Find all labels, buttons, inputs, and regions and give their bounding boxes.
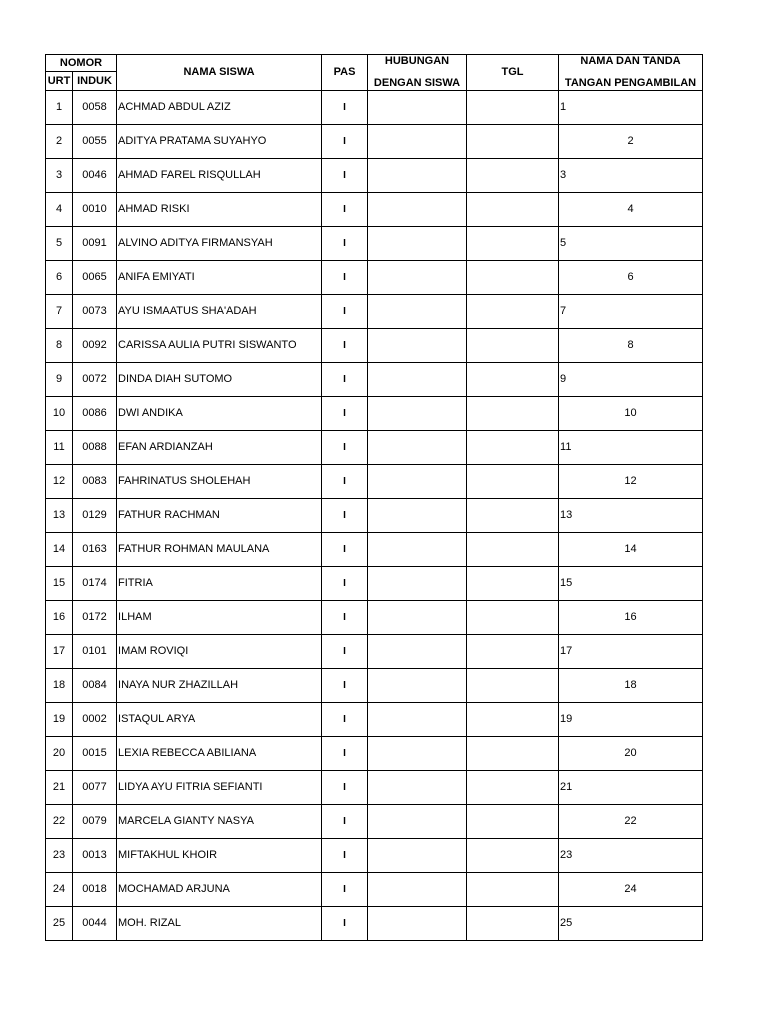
row-nama-siswa: FAHRINATUS SHOLEHAH: [117, 465, 322, 499]
row-signature-number: 16: [559, 601, 703, 635]
row-nama-siswa: INAYA NUR ZHAZILLAH: [117, 669, 322, 703]
row-tgl: [467, 465, 559, 499]
row-hubungan: [368, 567, 467, 601]
table-row: [46, 91, 703, 125]
row-nama-siswa: MIFTAKHUL KHOIR: [117, 839, 322, 873]
row-hubungan: [368, 601, 467, 635]
row-signature-number: 25: [559, 907, 703, 941]
row-signature-number: 17: [559, 635, 703, 669]
row-induk: 0086: [73, 397, 117, 431]
table-row: [46, 805, 703, 839]
row-tgl: [467, 567, 559, 601]
row-hubungan: [368, 873, 467, 907]
header-urt: URT: [46, 72, 73, 91]
row-signature-number: 12: [559, 465, 703, 499]
table-row: [46, 397, 703, 431]
header-ttd-line2: TANGAN PENGAMBILAN: [559, 72, 703, 91]
table-row: [46, 431, 703, 465]
row-urt: 11: [46, 431, 73, 465]
row-tgl: [467, 839, 559, 873]
row-urt: 6: [46, 261, 73, 295]
row-nama-siswa: LIDYA AYU FITRIA SEFIANTI: [117, 771, 322, 805]
row-hubungan: [368, 91, 467, 125]
row-nama-siswa: ISTAQUL ARYA: [117, 703, 322, 737]
row-urt: 2: [46, 125, 73, 159]
row-tgl: [467, 397, 559, 431]
row-induk: 0129: [73, 499, 117, 533]
row-induk: 0084: [73, 669, 117, 703]
row-signature-number: 23: [559, 839, 703, 873]
table-row: [46, 601, 703, 635]
row-nama-siswa: AYU ISMAATUS SHA'ADAH: [117, 295, 322, 329]
row-induk: 0079: [73, 805, 117, 839]
row-tgl: [467, 125, 559, 159]
table-row: [46, 261, 703, 295]
row-hubungan: [368, 499, 467, 533]
row-pas: I: [322, 771, 368, 805]
table-row: [46, 567, 703, 601]
table-row: [46, 669, 703, 703]
row-signature-number: 24: [559, 873, 703, 907]
row-urt: 24: [46, 873, 73, 907]
row-hubungan: [368, 635, 467, 669]
table-row: [46, 465, 703, 499]
table-row: [46, 771, 703, 805]
row-tgl: [467, 227, 559, 261]
row-pas: I: [322, 499, 368, 533]
row-pas: I: [322, 839, 368, 873]
row-pas: I: [322, 193, 368, 227]
row-signature-number: 19: [559, 703, 703, 737]
row-pas: I: [322, 363, 368, 397]
table-row: [46, 737, 703, 771]
row-urt: 23: [46, 839, 73, 873]
row-nama-siswa: ANIFA EMIYATI: [117, 261, 322, 295]
table-row: [46, 295, 703, 329]
row-nama-siswa: AHMAD RISKI: [117, 193, 322, 227]
row-induk: 0013: [73, 839, 117, 873]
row-pas: I: [322, 533, 368, 567]
table-row: [46, 533, 703, 567]
header-nomor: NOMOR: [46, 55, 117, 72]
row-signature-number: 14: [559, 533, 703, 567]
row-induk: 0077: [73, 771, 117, 805]
row-nama-siswa: MOCHAMAD ARJUNA: [117, 873, 322, 907]
row-hubungan: [368, 363, 467, 397]
row-induk: 0163: [73, 533, 117, 567]
row-tgl: [467, 295, 559, 329]
row-nama-siswa: AHMAD FAREL RISQULLAH: [117, 159, 322, 193]
row-nama-siswa: CARISSA AULIA PUTRI SISWANTO: [117, 329, 322, 363]
table-row: [46, 839, 703, 873]
row-induk: 0002: [73, 703, 117, 737]
table-row: [46, 125, 703, 159]
row-signature-number: 13: [559, 499, 703, 533]
row-induk: 0010: [73, 193, 117, 227]
row-pas: I: [322, 295, 368, 329]
row-hubungan: [368, 703, 467, 737]
row-tgl: [467, 499, 559, 533]
row-urt: 10: [46, 397, 73, 431]
row-signature-number: 1: [559, 91, 703, 125]
row-induk: 0058: [73, 91, 117, 125]
row-pas: I: [322, 125, 368, 159]
table-row: [46, 907, 703, 941]
row-tgl: [467, 669, 559, 703]
row-hubungan: [368, 465, 467, 499]
row-pas: I: [322, 397, 368, 431]
row-tgl: [467, 261, 559, 295]
row-urt: 5: [46, 227, 73, 261]
row-induk: 0044: [73, 907, 117, 941]
row-pas: I: [322, 669, 368, 703]
row-pas: I: [322, 907, 368, 941]
row-signature-number: 15: [559, 567, 703, 601]
row-hubungan: [368, 771, 467, 805]
row-urt: 19: [46, 703, 73, 737]
row-hubungan: [368, 805, 467, 839]
row-signature-number: 5: [559, 227, 703, 261]
header-tgl: TGL: [467, 55, 559, 91]
row-pas: I: [322, 159, 368, 193]
row-signature-number: 8: [559, 329, 703, 363]
row-nama-siswa: ACHMAD ABDUL AZIZ: [117, 91, 322, 125]
row-induk: 0091: [73, 227, 117, 261]
row-tgl: [467, 635, 559, 669]
table-header: [46, 55, 703, 91]
row-pas: I: [322, 465, 368, 499]
row-induk: 0055: [73, 125, 117, 159]
row-nama-siswa: DINDA DIAH SUTOMO: [117, 363, 322, 397]
row-hubungan: [368, 839, 467, 873]
table-row: [46, 635, 703, 669]
table-row: [46, 703, 703, 737]
header-row-top: [46, 55, 703, 72]
row-signature-number: 22: [559, 805, 703, 839]
row-induk: 0101: [73, 635, 117, 669]
row-urt: 21: [46, 771, 73, 805]
row-tgl: [467, 873, 559, 907]
row-induk: 0174: [73, 567, 117, 601]
row-urt: 8: [46, 329, 73, 363]
row-nama-siswa: EFAN ARDIANZAH: [117, 431, 322, 465]
row-tgl: [467, 533, 559, 567]
table-row: [46, 159, 703, 193]
row-signature-number: 11: [559, 431, 703, 465]
row-pas: I: [322, 261, 368, 295]
row-hubungan: [368, 227, 467, 261]
row-urt: 7: [46, 295, 73, 329]
row-nama-siswa: LEXIA REBECCA ABILIANA: [117, 737, 322, 771]
pickup-register-table: [45, 54, 703, 941]
row-pas: I: [322, 805, 368, 839]
row-hubungan: [368, 737, 467, 771]
row-signature-number: 3: [559, 159, 703, 193]
row-tgl: [467, 601, 559, 635]
row-tgl: [467, 159, 559, 193]
row-induk: 0072: [73, 363, 117, 397]
row-hubungan: [368, 193, 467, 227]
row-urt: 9: [46, 363, 73, 397]
row-pas: I: [322, 635, 368, 669]
table-row: [46, 363, 703, 397]
row-hubungan: [368, 159, 467, 193]
row-urt: 1: [46, 91, 73, 125]
row-pas: I: [322, 601, 368, 635]
row-signature-number: 9: [559, 363, 703, 397]
row-signature-number: 6: [559, 261, 703, 295]
row-hubungan: [368, 431, 467, 465]
table-body: [46, 91, 703, 941]
row-tgl: [467, 431, 559, 465]
row-pas: I: [322, 431, 368, 465]
row-hubungan: [368, 533, 467, 567]
row-induk: 0088: [73, 431, 117, 465]
row-urt: 3: [46, 159, 73, 193]
row-signature-number: 20: [559, 737, 703, 771]
row-signature-number: 21: [559, 771, 703, 805]
row-urt: 12: [46, 465, 73, 499]
header-pas: PAS: [322, 55, 368, 91]
row-pas: I: [322, 567, 368, 601]
row-tgl: [467, 91, 559, 125]
table-row: [46, 499, 703, 533]
row-nama-siswa: FATHUR ROHMAN MAULANA: [117, 533, 322, 567]
row-urt: 17: [46, 635, 73, 669]
row-urt: 15: [46, 567, 73, 601]
row-urt: 25: [46, 907, 73, 941]
row-nama-siswa: FATHUR RACHMAN: [117, 499, 322, 533]
table-row: [46, 873, 703, 907]
row-pas: I: [322, 737, 368, 771]
row-signature-number: 10: [559, 397, 703, 431]
row-induk: 0083: [73, 465, 117, 499]
row-nama-siswa: IMAM ROVIQI: [117, 635, 322, 669]
row-nama-siswa: ADITYA PRATAMA SUYAHYO: [117, 125, 322, 159]
row-hubungan: [368, 907, 467, 941]
row-induk: 0046: [73, 159, 117, 193]
row-nama-siswa: MARCELA GIANTY NASYA: [117, 805, 322, 839]
row-hubungan: [368, 669, 467, 703]
row-hubungan: [368, 261, 467, 295]
row-nama-siswa: ALVINO ADITYA FIRMANSYAH: [117, 227, 322, 261]
row-nama-siswa: MOH. RIZAL: [117, 907, 322, 941]
row-induk: 0018: [73, 873, 117, 907]
row-pas: I: [322, 873, 368, 907]
row-signature-number: 18: [559, 669, 703, 703]
table-row: [46, 329, 703, 363]
row-tgl: [467, 703, 559, 737]
row-tgl: [467, 805, 559, 839]
row-induk: 0073: [73, 295, 117, 329]
row-urt: 14: [46, 533, 73, 567]
row-hubungan: [368, 125, 467, 159]
header-ttd-line1: NAMA DAN TANDA: [559, 55, 703, 72]
row-pas: I: [322, 91, 368, 125]
row-tgl: [467, 329, 559, 363]
row-induk: 0065: [73, 261, 117, 295]
row-hubungan: [368, 295, 467, 329]
table-row: [46, 227, 703, 261]
row-induk: 0172: [73, 601, 117, 635]
row-urt: 13: [46, 499, 73, 533]
table-row: [46, 193, 703, 227]
row-induk: 0015: [73, 737, 117, 771]
row-nama-siswa: ILHAM: [117, 601, 322, 635]
header-induk: INDUK: [73, 72, 117, 91]
row-nama-siswa: FITRIA: [117, 567, 322, 601]
row-tgl: [467, 771, 559, 805]
row-pas: I: [322, 227, 368, 261]
row-induk: 0092: [73, 329, 117, 363]
row-urt: 18: [46, 669, 73, 703]
row-pas: I: [322, 329, 368, 363]
row-tgl: [467, 907, 559, 941]
row-pas: I: [322, 703, 368, 737]
header-hubungan-line2: DENGAN SISWA: [368, 72, 467, 91]
row-nama-siswa: DWI ANDIKA: [117, 397, 322, 431]
row-hubungan: [368, 329, 467, 363]
row-signature-number: 2: [559, 125, 703, 159]
row-signature-number: 4: [559, 193, 703, 227]
row-signature-number: 7: [559, 295, 703, 329]
header-hubungan-line1: HUBUNGAN: [368, 55, 467, 72]
row-urt: 20: [46, 737, 73, 771]
row-tgl: [467, 193, 559, 227]
row-hubungan: [368, 397, 467, 431]
row-urt: 22: [46, 805, 73, 839]
header-nama-siswa: NAMA SISWA: [117, 55, 322, 91]
row-tgl: [467, 363, 559, 397]
row-urt: 16: [46, 601, 73, 635]
row-urt: 4: [46, 193, 73, 227]
row-tgl: [467, 737, 559, 771]
